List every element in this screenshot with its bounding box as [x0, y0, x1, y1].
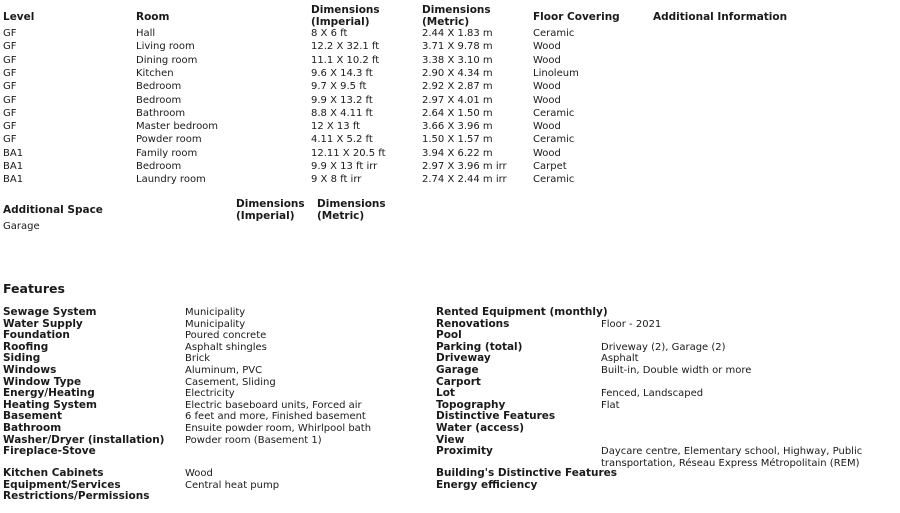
room-cell-imperial: 9.9 X 13 ft irr	[311, 161, 378, 172]
room-row	[0, 80, 900, 93]
room-cell-imperial: 9.7 X 9.5 ft	[311, 81, 367, 93]
room-cell-room: Bedroom	[136, 81, 182, 93]
room-row	[0, 120, 900, 133]
header-space-dim-imperial: Dimensions (Imperial)	[236, 198, 305, 222]
feature-label: Window Type	[3, 375, 82, 388]
room-cell-room: Bedroom	[136, 161, 182, 172]
room-cell-floor: Carpet	[533, 161, 567, 172]
room-cell-metric: 1.50 X 1.57 m	[422, 134, 493, 146]
feature-value: Driveway (2), Garage (2)	[601, 341, 726, 353]
room-row	[0, 54, 900, 67]
room-row	[0, 27, 900, 40]
feature-label: Energy/Heating	[3, 387, 95, 400]
feature-label: Renovations	[436, 317, 510, 330]
room-cell-imperial: 12.11 X 20.5 ft	[311, 147, 386, 159]
feature-value: 6 feet and more, Finished basement	[185, 411, 366, 423]
room-row	[0, 67, 900, 80]
header-dim-imperial: Dimensions (Imperial)	[311, 4, 380, 28]
feature-label: Basement	[3, 410, 63, 423]
room-cell-level: GF	[3, 67, 17, 79]
room-cell-imperial: 4.11 X 5.2 ft	[311, 134, 373, 146]
feature-value: Fenced, Landscaped	[601, 388, 704, 400]
feature-value: Ensuite powder room, Whirlpool bath	[185, 423, 372, 434]
feature-value: Flat	[601, 399, 620, 411]
room-cell-floor: Ceramic	[533, 134, 575, 146]
feature-label: Washer/Dryer (installation)	[3, 433, 165, 446]
room-cell-level: GF	[3, 54, 17, 66]
room-cell-level: BA1	[3, 161, 24, 172]
room-cell-floor: Wood	[533, 121, 561, 133]
feature-value: Poured concrete	[185, 330, 267, 342]
feature-label: Proximity	[436, 445, 493, 458]
feature-label: Pool	[436, 329, 462, 342]
room-cell-floor: Ceramic	[533, 28, 575, 39]
feature-value: Brick	[185, 353, 211, 365]
room-cell-level: GF	[3, 94, 17, 106]
feature-label: Bathroom	[3, 422, 62, 434]
room-cell-floor: Ceramic	[533, 107, 575, 119]
room-cell-imperial: 12.2 X 32.1 ft	[311, 41, 380, 53]
room-cell-metric: 2.64 X 1.50 m	[422, 107, 493, 119]
room-cell-floor: Wood	[533, 54, 561, 66]
room-row	[0, 147, 900, 160]
feature-label: Siding	[3, 352, 41, 365]
room-cell-metric: 2.97 X 3.96 m irr	[422, 161, 507, 172]
feature-label: View	[436, 433, 465, 446]
room-cell-level: BA1	[3, 147, 24, 159]
room-cell-metric: 3.71 X 9.78 m	[422, 41, 493, 53]
room-cell-room: Dining room	[136, 54, 198, 66]
feature-label: Fireplace-Stove	[3, 445, 96, 458]
room-cell-metric: 2.74 X 2.44 m irr	[422, 174, 507, 186]
room-cell-floor: Wood	[533, 81, 561, 93]
feature-label: Heating System	[3, 398, 97, 411]
feature-label: Water (access)	[436, 422, 525, 434]
feature-label: Water Supply	[3, 317, 83, 330]
feature-label: Distinctive Features	[436, 410, 556, 423]
header-room: Room	[136, 11, 170, 23]
room-cell-room: Living room	[136, 41, 195, 53]
feature-label: Carport	[436, 375, 481, 388]
header-additional-space: Additional Space	[3, 204, 103, 216]
room-cell-room: Laundry room	[136, 174, 206, 186]
feature-label: Windows	[3, 364, 57, 376]
feature-value: Central heat pump	[185, 479, 280, 491]
feature-value: Electricity	[185, 388, 235, 400]
room-cell-metric: 3.94 X 6.22 m	[422, 147, 493, 159]
feature-label: Kitchen Cabinets	[3, 467, 104, 479]
room-cell-level: GF	[3, 107, 17, 119]
feature-label: Equipment/Services	[3, 478, 121, 491]
room-row	[0, 94, 900, 107]
room-cell-room: Kitchen	[136, 67, 174, 79]
room-cell-imperial: 11.1 X 10.2 ft	[311, 54, 380, 66]
feature-label: Sewage System	[3, 306, 97, 318]
feature-label: Parking (total)	[436, 340, 523, 353]
room-row	[0, 160, 900, 173]
room-cell-metric: 3.38 X 3.10 m	[422, 54, 493, 66]
feature-value: Built-in, Double width or more	[601, 365, 752, 376]
feature-value: Powder room (Basement 1)	[185, 434, 322, 446]
feature-label: Energy efficiency	[436, 478, 538, 491]
room-cell-metric: 2.44 X 1.83 m	[422, 28, 493, 39]
room-cell-level: GF	[3, 121, 17, 133]
header-level: Level	[3, 11, 35, 23]
space-row-garage: Garage	[3, 221, 40, 232]
room-cell-floor: Ceramic	[533, 174, 575, 186]
room-cell-floor: Wood	[533, 94, 561, 106]
feature-value: transportation, Réseau Express Métropolitain (REM)	[601, 457, 860, 469]
room-cell-floor: Wood	[533, 41, 561, 53]
feature-label: Garage	[436, 364, 479, 376]
room-cell-room: Master bedroom	[136, 121, 219, 133]
room-cell-metric: 3.66 X 3.96 m	[422, 121, 493, 133]
feature-value: Asphalt shingles	[185, 341, 267, 353]
feature-value: Aluminum, PVC	[185, 365, 263, 376]
room-cell-imperial: 8 X 6 ft	[311, 28, 348, 39]
room-cell-level: GF	[3, 81, 17, 93]
feature-label: Building's Distinctive Features	[436, 467, 618, 479]
features-title: Features	[3, 281, 65, 296]
feature-label: Roofing	[3, 340, 49, 353]
room-row	[0, 133, 900, 146]
room-cell-level: GF	[3, 41, 17, 53]
room-cell-metric: 2.97 X 4.01 m	[422, 94, 493, 106]
room-row	[0, 40, 900, 53]
room-cell-room: Hall	[136, 28, 156, 39]
room-cell-room: Powder room	[136, 134, 202, 146]
room-cell-imperial: 12 X 13 ft	[311, 121, 361, 133]
header-dim-metric: Dimensions (Metric)	[422, 4, 491, 28]
feature-value: Wood	[185, 468, 213, 479]
room-cell-imperial: 8.8 X 4.11 ft	[311, 107, 373, 119]
feature-value: Municipality	[185, 307, 246, 318]
room-cell-metric: 2.90 X 4.34 m	[422, 67, 493, 79]
room-cell-level: GF	[3, 134, 17, 146]
feature-value: Asphalt	[601, 353, 639, 365]
header-additional-info: Additional Information	[653, 11, 788, 23]
feature-label: Rented Equipment (monthly)	[436, 306, 608, 318]
room-cell-room: Bedroom	[136, 94, 182, 106]
room-cell-imperial: 9.9 X 13.2 ft	[311, 94, 373, 106]
header-space-dim-metric: Dimensions (Metric)	[317, 198, 386, 222]
feature-value: Municipality	[185, 318, 246, 330]
feature-value: Floor - 2021	[601, 318, 662, 330]
room-cell-room: Family room	[136, 147, 198, 159]
feature-label: Topography	[436, 398, 506, 411]
feature-value: Daycare centre, Elementary school, Highway, Public	[601, 446, 863, 458]
room-cell-room: Bathroom	[136, 107, 186, 119]
room-cell-level: BA1	[3, 174, 24, 186]
feature-label: Restrictions/Permissions	[3, 490, 150, 503]
feature-label: Lot	[436, 387, 455, 400]
room-row	[0, 107, 900, 120]
room-cell-imperial: 9 X 8 ft irr	[311, 174, 362, 186]
room-cell-imperial: 9.6 X 14.3 ft	[311, 67, 373, 79]
room-cell-floor: Linoleum	[533, 67, 579, 79]
room-cell-level: GF	[3, 28, 17, 39]
room-cell-metric: 2.92 X 2.87 m	[422, 81, 493, 93]
room-row	[0, 173, 900, 186]
feature-value: Casement, Sliding	[185, 376, 276, 388]
feature-label: Foundation	[3, 329, 70, 342]
room-cell-floor: Wood	[533, 147, 561, 159]
feature-label: Driveway	[436, 352, 491, 365]
header-floor-covering: Floor Covering	[533, 11, 620, 23]
feature-value: Electric baseboard units, Forced air	[185, 399, 362, 411]
